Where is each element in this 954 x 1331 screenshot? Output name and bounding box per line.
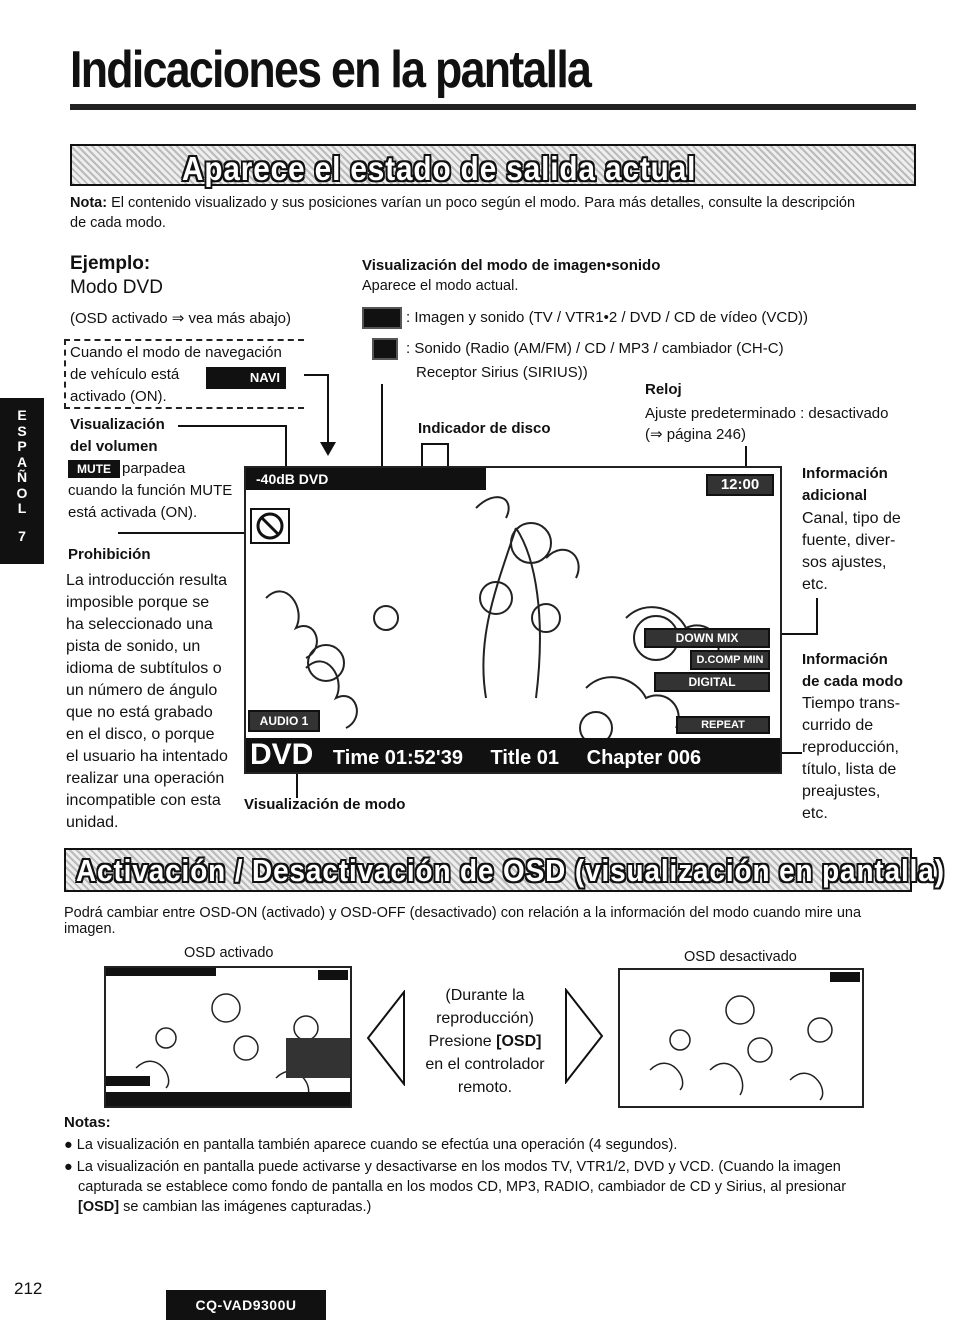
section-banner-osd-toggle (64, 848, 945, 892)
osd-down-mix: DOWN MIX (644, 628, 770, 648)
mute-text-3: está activada (ON). (68, 504, 198, 521)
title-rule (70, 104, 916, 110)
osd-chapter: Chapter 006 (586, 747, 702, 769)
additional-info-label-2: adicional (802, 487, 868, 504)
note-line-2: de cada modo. (70, 215, 166, 231)
mode-audio-text-2: Receptor Sirius (SIRIUS)) (416, 364, 588, 381)
osd-on-note: (OSD activado ⇒ vea más abajo) (70, 310, 291, 327)
section-heading-2: Activación / Desactivación de OSD (visualización en pantalla) (76, 853, 945, 888)
notes-label: Notas: (64, 1114, 111, 1131)
note-2-line-3: [OSD] se cambian las imágenes capturadas.) (78, 1199, 372, 1215)
thumb-osd-on (104, 966, 352, 1108)
page-number: 212 (14, 1279, 43, 1298)
additional-info-label-1: Información (802, 465, 888, 482)
nav-text-2: de vehículo está (70, 366, 180, 383)
osd-dvd: DVD (250, 738, 314, 771)
note-2-line-1: ● La visualización en pantalla puede activarse y desactivarse en los modos TV, VTR1/2, DVD y VCD. (Cuando la imagen (64, 1159, 841, 1175)
clock-label: Reloj (645, 381, 682, 398)
additional-info-text: Canal, tipo de fuente, diver- sos ajustes, etc. (802, 510, 901, 593)
mode-info-text: Tiempo trans- currido de reproducción, título, lista de preajustes, etc. (802, 695, 901, 822)
language-side-tab: E S P A Ñ O L 7 (0, 398, 44, 564)
video-mode-icon (362, 307, 402, 329)
mode-sub: Aparece el modo actual. (362, 278, 519, 294)
example-label: Ejemplo: (70, 253, 151, 274)
mute-text-2: cuando la función MUTE (68, 482, 233, 499)
prohibition-label: Prohibición (68, 546, 151, 563)
note-line-1: Nota: El contenido visualizado y sus posiciones varían un poco según el modo. Para más detalles, consulte la descripción (70, 195, 856, 211)
nav-text-3: activado (ON). (70, 388, 167, 405)
arrow-down-icon (320, 442, 336, 456)
nav-text-1: Cuando el modo de navegación (70, 344, 282, 361)
osd-press-instructions: (Durante la reproducción) Presione [OSD] en el controlador remoto. (425, 987, 545, 1096)
mute-badge: MUTE (68, 460, 120, 478)
osd-intro-2: imagen. (64, 921, 116, 937)
mode-info-label-1: Información (802, 651, 888, 668)
mode-label: Visualización del modo de imagen•sonido (362, 257, 661, 274)
mute-text-1: parpadea (122, 460, 186, 477)
page-title: Indicaciones en la pantalla (70, 41, 591, 99)
note-2-line-2: capturada se establece como fondo de pantalla en los modos CD, MP3, RADIO, cambiador de CD y Sirius, al presionar (78, 1179, 847, 1195)
disc-label: Indicador de disco (418, 420, 551, 437)
model-code: CQ-VAD9300U (166, 1290, 326, 1320)
arrow-right-icon (564, 988, 604, 1084)
clock-text-1: Ajuste predeterminado : desactivado (645, 405, 889, 422)
section-heading: Aparece el estado de salida actual (182, 150, 697, 187)
mode-display-label: Visualización de modo (244, 796, 406, 813)
volume-label-1: Visualización (70, 416, 165, 433)
example-mode: Modo DVD (70, 277, 163, 298)
osd-on-label: OSD activado (184, 945, 274, 961)
section-banner-output-status (70, 144, 916, 186)
osd-clock: 12:00 (706, 474, 774, 496)
prohibition-icon (250, 508, 290, 544)
prohibition-text: La introducción resulta imposible porque se ha seleccionado una pista de sonido, un idioma de subtítulos o un número de ángulo que no está grabado en el disco, o porque el usuario ha intentado realizar una operación incompatible con esta unidad. (66, 572, 228, 831)
mode-audio-text-1: : Sonido (Radio (AM/FM) / CD / MP3 / cambiador (CH-C) (406, 340, 784, 357)
osd-off-label: OSD desactivado (684, 949, 797, 965)
osd-audio: AUDIO 1 (248, 710, 320, 732)
dvd-screen-illustration (244, 466, 782, 774)
osd-dcomp: D.COMP MIN (690, 650, 770, 670)
mode-info-label-2: de cada modo (802, 673, 903, 690)
osd-top-bar: -40dB DVD (246, 468, 486, 490)
osd-bottom-bar (246, 738, 782, 772)
osd-time: Time 01:52'39 (332, 747, 463, 769)
thumb-osd-off (618, 968, 864, 1108)
note-1: ● La visualización en pantalla también aparece cuando se efectúa una operación (4 segundos). (64, 1137, 678, 1153)
osd-intro-1: Podrá cambiar entre OSD-ON (activado) y OSD-OFF (desactivado) con relación a la información del modo cuando mire una (64, 905, 862, 921)
mode-video-text: : Imagen y sonido (TV / VTR1•2 / DVD / CD de vídeo (VCD)) (406, 309, 809, 326)
volume-label-2: del volumen (70, 438, 158, 455)
clock-text-2: (⇒ página 246) (645, 426, 746, 443)
audio-mode-icon (372, 338, 398, 360)
navi-badge: NAVI (206, 367, 286, 389)
osd-digital: DIGITAL (654, 672, 770, 692)
osd-title: Title 01 (490, 747, 560, 769)
osd-repeat: REPEAT (676, 716, 770, 734)
arrow-left-icon (366, 990, 406, 1086)
